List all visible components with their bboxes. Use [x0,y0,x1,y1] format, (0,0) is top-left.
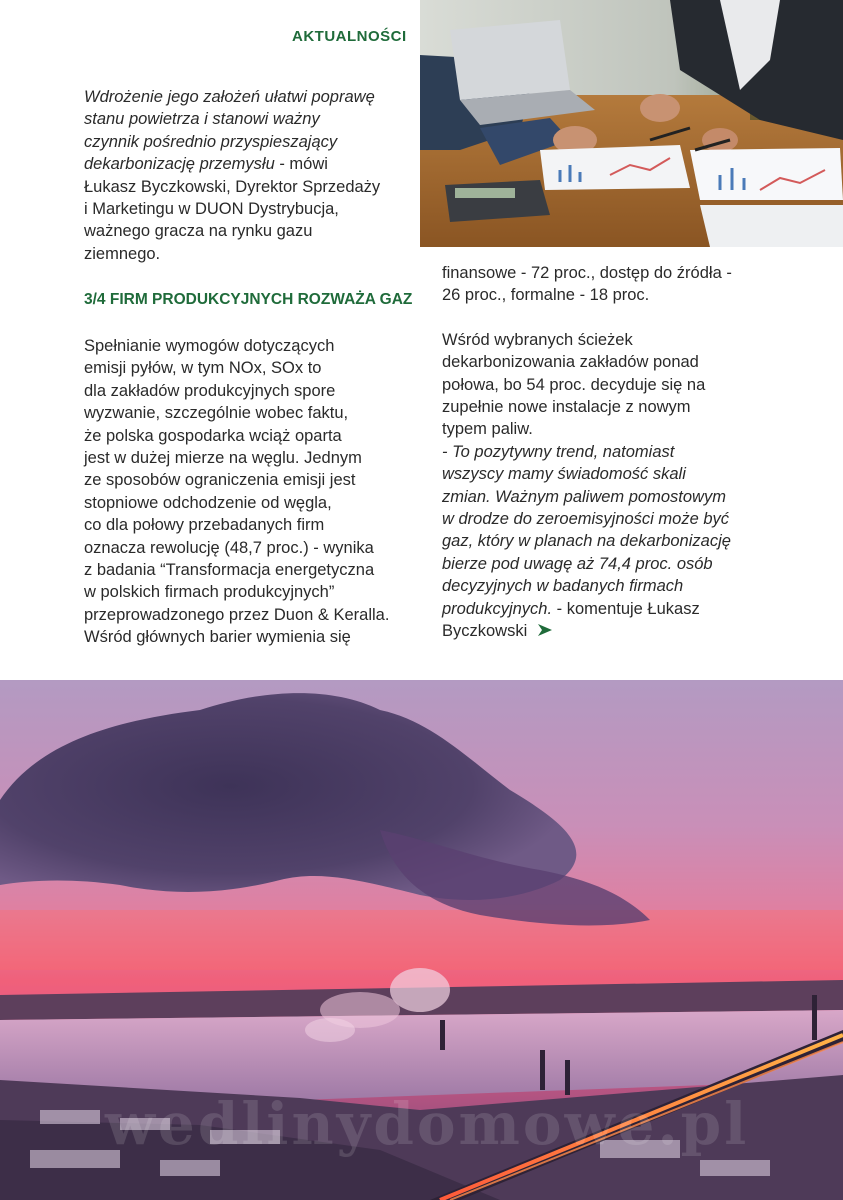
body-line: co dla połowy przebadanych firm [84,516,325,535]
body-line: jest w dużej mierze na węglu. Jednym [84,449,362,468]
quote-line: zmian. Ważnym paliwem pomostowym [442,487,726,506]
quote-line: gaz, który w planach na dekarbonizację [442,532,731,551]
watermark: wedlinydomowe.pl [105,1090,750,1158]
body-line: Wśród głównych barier wymienia się [84,628,351,647]
quote-line: - To pozytywny trend, natomiast [442,442,675,461]
body-line: zupełnie nowe instalacje z nowym [442,398,691,417]
author-name: Byczkowski [442,622,528,641]
body-line: Spełnianie wymogów dotyczących [84,337,335,355]
quote-line-rest: - komentuje Łukasz [552,599,700,618]
quote-line: wszyscy mamy świadomość skali [442,465,686,484]
intro-line: stanu powietrza i stanowi ważny [84,110,320,129]
continue-arrow-icon [537,621,553,643]
body-line: że polska gospodarka wciąż oparta [84,426,342,445]
intro-paragraph [84,86,414,265]
body-line: w polskich firmach produkcyjnych” [84,583,335,602]
body-line: dla zakładów produkcyjnych spore [84,381,336,400]
intro-line-italic-part: dekarbonizację przemysłu [84,155,275,174]
intro-line: Łukasz Byczkowski, Dyrektor Sprzedaży [84,177,381,196]
intro-line [84,153,414,175]
body-line: stopniowe odchodzenie od węgla, [84,493,332,512]
quote-line: w drodze do zeroemisyjności może być [442,510,730,529]
intro-line: i Marketingu w DUON Dystrybucja, [84,200,339,219]
left-body-paragraph [84,335,414,649]
intro-line: ważnego gracza na rynku gazu [84,222,313,241]
body-line: oznacza rewolucję (48,7 proc.) - wynika [84,538,374,557]
intro-line: ziemnego. [84,244,161,263]
body-line: przeprowadzonego przez Duon & Keralla. [84,605,390,624]
body-line: dekarbonizowania zakładów ponad [442,353,699,372]
body-line: ze sposobów ograniczenia emisji jest [84,471,356,490]
business-meeting-photo [420,0,843,247]
quote-line: bierze pod uwagę aż 74,4 proc. osób [442,554,713,573]
body-line: Wśród wybranych ścieżek [442,330,633,349]
body-line: wyzwanie, szczególnie wobec faktu, [84,404,349,423]
body-line: z badania “Transformacja energetyczna [84,561,375,580]
closing-line [442,620,832,643]
body-line: finansowe - 72 proc., dostęp do źródła - [442,264,732,282]
section-heading: 3/4 FIRM PRODUKCYJNYCH ROZWAŻA GAZ [84,291,413,308]
intro-line: czynnik pośrednio przyspieszający [84,132,338,151]
intro-line: Wdrożenie jego założeń ułatwi poprawę [84,88,375,106]
quote-line: decyzyjnych w badanych firmach [442,577,684,596]
body-line: 26 proc., formalne - 18 proc. [442,286,650,305]
intro-line-rest: - mówi [274,155,328,174]
right-body [442,262,832,644]
section-label: AKTUALNOŚCI [292,28,407,45]
quote-line [442,598,832,620]
quote-line-italic-part: produkcyjnych. [442,599,553,618]
body-line: typem paliw. [442,420,533,439]
body-line: emisji pyłów, w tym NOx, SOx to [84,359,322,378]
body-line: połowa, bo 54 proc. decyduje się na [442,375,706,394]
